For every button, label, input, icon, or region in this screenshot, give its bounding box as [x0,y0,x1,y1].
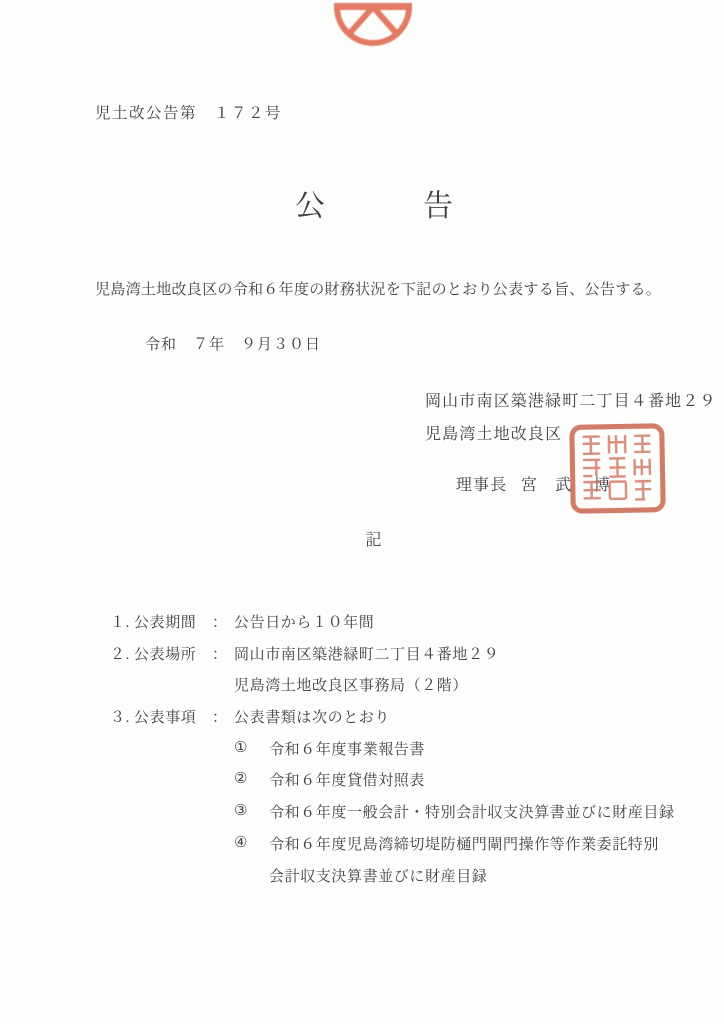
representative-name: 宮 武 [520,477,573,494]
attachment-marker: ④ [234,834,249,851]
document-number: 児土改公告第 １７２号 [95,105,283,122]
list-item [110,611,675,643]
attachment-text: 令和６年度児島湾締切堤防樋門閘門操作等作業委託特別 [269,836,660,853]
item-label: 公表期間 [134,615,197,631]
representative-given-name: 博 [593,477,612,494]
attachment-item [234,738,675,770]
list-item [110,706,675,738]
attachment-marker: ① [234,739,249,756]
item-colon: ： [212,646,228,663]
item-number: １. [110,615,130,631]
notice-title: 公 告 [295,190,455,223]
item-number: ３. [110,710,130,727]
item-value: 公表書類は次のとおり [234,710,391,727]
record-marker: 記 [365,532,383,549]
attachment-item [234,769,675,801]
issuer-address: 岡山市南区築港緑町二丁目４番地２９ [425,393,717,410]
notice-detail-list [110,611,675,896]
attachment-text-continuation: 会計収支決算書並びに財産目録 [269,868,488,885]
issue-date: 令和 ７年 ９月３０日 [145,337,322,353]
item-label: 公表場所 [134,646,197,663]
attachment-text: 令和６年度貸借対照表 [269,773,426,790]
attachment-text: 令和６年度一般会計・特別会計収支決算書並びに財産目録 [269,805,675,822]
list-item-continuation [234,674,675,706]
official-seal-stamp-icon [568,422,667,515]
notice-body-paragraph: 児島湾土地改良区の令和６年度の財務状況を下記のとおり公表する旨、公告する。 [95,282,662,298]
item-number: ２. [110,646,130,663]
list-item [110,643,675,675]
item-colon: ： [212,710,228,727]
organization-emblem-stamp-icon [334,2,412,48]
attachment-item [234,833,675,865]
attachment-marker: ③ [234,803,249,820]
attachment-text: 令和６年度事業報告書 [269,741,426,758]
attachment-item-continuation [269,865,675,897]
item-colon: ： [212,615,228,631]
item-value-continuation: 児島湾土地改良区事務局（２階） [234,678,469,695]
issuer-organization: 児島湾土地改良区 [425,426,563,443]
item-value: 公告日から１０年間 [234,615,375,631]
attachment-marker: ② [234,771,249,788]
item-value: 岡山市南区築港緑町二丁目４番地２９ [234,646,500,663]
representative-title: 理事長 [455,477,508,494]
item-label: 公表事項 [134,710,197,727]
attachment-item [234,801,675,833]
